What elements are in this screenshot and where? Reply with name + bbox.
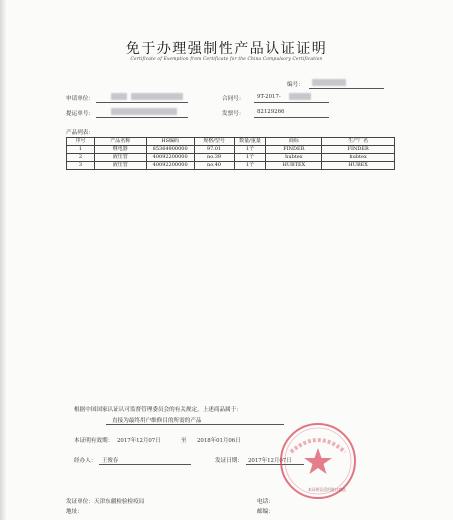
col-header-hs-code: HS编码 <box>146 138 194 146</box>
redacted-number <box>312 79 346 86</box>
category-underline <box>106 424 284 425</box>
product-table <box>66 137 395 170</box>
cell-hs-code: 40092200000 <box>146 161 194 169</box>
cell-brand: hubtex <box>266 153 322 161</box>
table-row <box>67 153 395 161</box>
address-label: 地址： <box>66 509 83 515</box>
cell-quantity: 1个 <box>234 161 266 169</box>
redacted-applicant-a <box>111 93 127 100</box>
category-text: 直接为最终用户维修目的所需的产品 <box>112 418 202 424</box>
col-header-product: 产品名称 <box>94 138 146 146</box>
validity-to: 2018年01月06日 <box>197 438 241 444</box>
col-header-brand: 商标 <box>266 138 322 146</box>
contract-value: 9T-2017- <box>257 94 281 100</box>
redacted-contract <box>289 93 311 100</box>
table-row <box>67 161 395 169</box>
cell-index: 1 <box>67 145 95 153</box>
invoice-label: 发票号： <box>222 111 245 117</box>
cell-model: no.40 <box>194 161 234 169</box>
issuer-label: 发证单位：天津东疆检验检疫局 <box>66 499 145 505</box>
stamp-note: 本证明仅适用进口商品 <box>308 487 346 492</box>
cell-product: 继电器 <box>94 145 146 153</box>
document-title: 免于办理强制性产品认证证明 <box>125 41 328 57</box>
table-header-row <box>67 138 395 146</box>
redacted-bill <box>111 108 177 115</box>
scan-edge-shadow <box>0 0 6 520</box>
applicant-underline <box>96 102 188 103</box>
phone-label: 电话： <box>257 499 274 505</box>
cell-model: no.39 <box>194 153 234 161</box>
col-header-index: 序号 <box>67 138 95 146</box>
basis-text: 根据中国国家认证认可监督管理委员会的有关规定，上述商品属于： <box>74 407 242 413</box>
document-subtitle: Certificate of Exemption from Certificate for the China Compulsory Certification <box>130 57 323 62</box>
validity-to-label: 至 <box>181 438 187 444</box>
col-header-model: 规格/型号 <box>194 138 234 146</box>
col-header-manufacturer: 生产厂名 <box>322 138 395 146</box>
contract-underline <box>254 102 329 103</box>
cell-product: 液压管 <box>94 161 146 169</box>
cell-quantity: 1个 <box>234 153 266 161</box>
cell-index: 3 <box>67 161 95 169</box>
bill-underline <box>96 117 188 118</box>
number-label: 编号： <box>287 82 304 88</box>
table-row <box>67 145 395 153</box>
col-header-quantity: 数量/重量 <box>234 138 266 146</box>
contract-label: 合同号： <box>222 96 245 102</box>
postcode-label: 邮编： <box>257 509 274 515</box>
cell-manufacturer: hubtex <box>322 153 395 161</box>
issue-date-value: 2017年12月07日 <box>248 458 292 464</box>
cell-brand: FINDER <box>266 145 322 153</box>
redacted-applicant-b <box>131 93 183 100</box>
issue-date-label: 发证日期： <box>215 458 243 464</box>
number-underline <box>309 88 384 89</box>
validity-label: 本证明有效期： <box>74 438 114 444</box>
cell-product: 液压管 <box>94 153 146 161</box>
cell-manufacturer: HUBEX <box>322 161 395 169</box>
cell-quantity: 1个 <box>234 145 266 153</box>
cell-brand: HUBTEX <box>266 161 322 169</box>
cell-hs-code: 40092200000 <box>146 153 194 161</box>
cell-manufacturer: FINDER <box>322 145 395 153</box>
invoice-underline <box>254 117 329 118</box>
product-list-label: 产品列表： <box>66 130 94 136</box>
cell-hs-code: 85364900000 <box>146 145 194 153</box>
cell-model: 97.01 <box>194 145 234 153</box>
handler-value: 王俊春 <box>102 458 119 464</box>
applicant-label: 申请单位： <box>66 96 94 102</box>
invoice-value: 82129266 <box>257 109 285 115</box>
cell-index: 2 <box>67 153 95 161</box>
validity-from: 2017年12月07日 <box>117 438 161 444</box>
handler-underline <box>99 464 191 465</box>
bill-label: 提运单号： <box>66 111 94 117</box>
handler-label: 经办人： <box>74 458 97 464</box>
